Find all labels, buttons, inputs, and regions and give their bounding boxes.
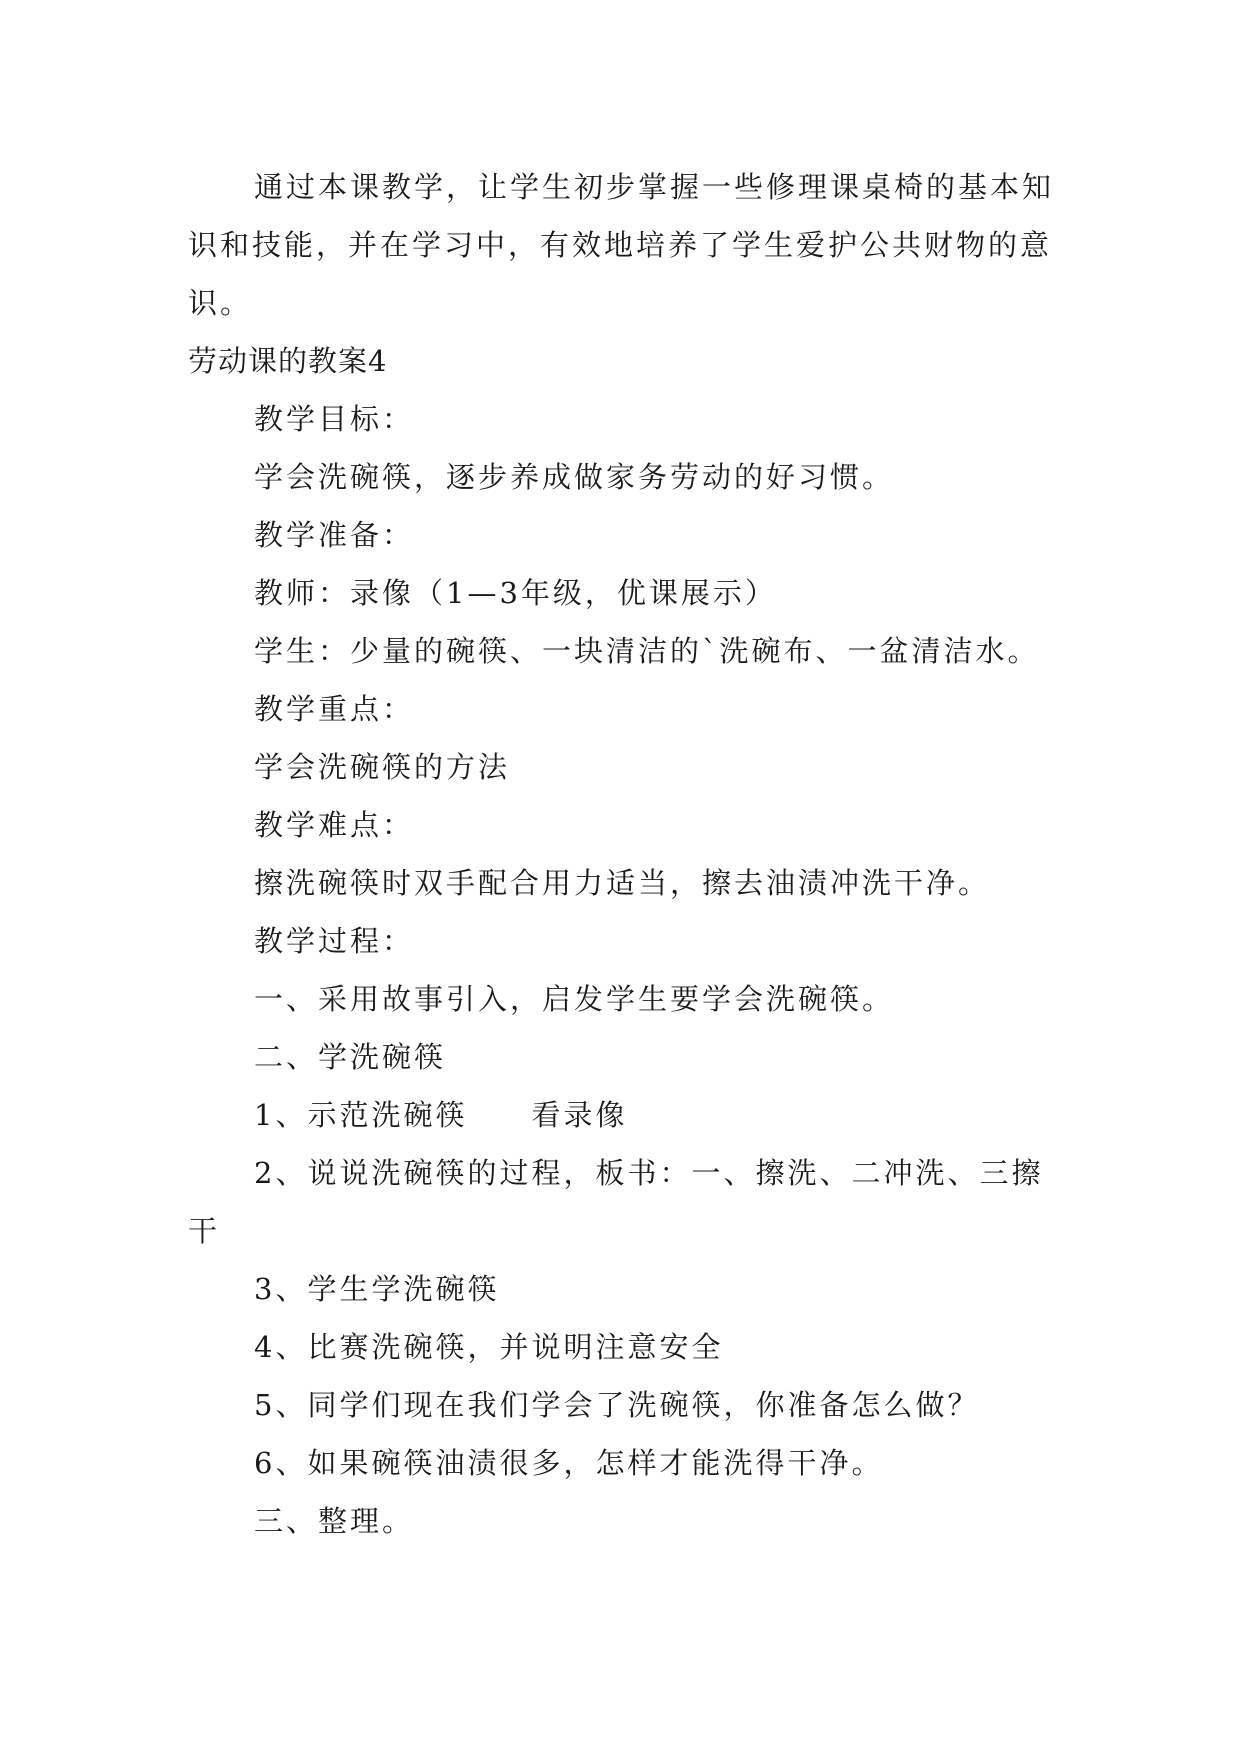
line-difficulty-label: 教学难点： — [254, 808, 415, 842]
line-substep-4: 4、比赛洗碗筷，并说明注意安全 — [254, 1330, 724, 1364]
line-teaching-goal: 学会洗碗筷，逐步养成做家务劳动的好习惯。 — [254, 460, 895, 494]
line-process-label: 教学过程： — [254, 924, 415, 958]
section-title: 劳动课的教案4 — [188, 344, 388, 378]
line-teacher-prep: 教师：录像（1—3年级，优课展示） — [254, 576, 777, 610]
line-process-step-3: 三、整理。 — [254, 1504, 415, 1538]
line-process-step-1: 一、采用故事引入，启发学生要学会洗碗筷。 — [254, 982, 895, 1016]
line-substep-2: 2、说说洗碗筷的过程，板书：一、擦洗、二冲洗、三擦干 — [188, 1156, 1044, 1248]
line-teaching-goal-label: 教学目标： — [254, 402, 415, 436]
line-substep-6: 6、如果碗筷油渍很多，怎样才能洗得干净。 — [254, 1446, 884, 1480]
line-substep-5: 5、同学们现在我们学会了洗碗筷，你准备怎么做？ — [254, 1388, 980, 1422]
line-key-point-label: 教学重点： — [254, 692, 415, 726]
line-substep-3: 3、学生学洗碗筷 — [254, 1272, 500, 1306]
line-student-prep: 学生：少量的碗筷、一块清洁的`洗碗布、一盆清洁水。 — [254, 634, 1040, 668]
line-key-point: 学会洗碗筷的方法 — [254, 750, 511, 784]
intro-paragraph: 通过本课教学，让学生初步掌握一些修理课桌椅的基本知识和技能，并在学习中，有效地培养了学生爱护公共财物的意识。 — [188, 170, 1055, 320]
line-process-step-2: 二、学洗碗筷 — [254, 1040, 447, 1074]
document-page — [188, 158, 1068, 1550]
line-difficulty: 擦洗碗筷时双手配合用力适当，擦去油渍冲洗干净。 — [254, 866, 991, 900]
line-preparation-label: 教学准备： — [254, 518, 415, 552]
line-substep-1: 1、示范洗碗筷 看录像 — [254, 1098, 628, 1132]
